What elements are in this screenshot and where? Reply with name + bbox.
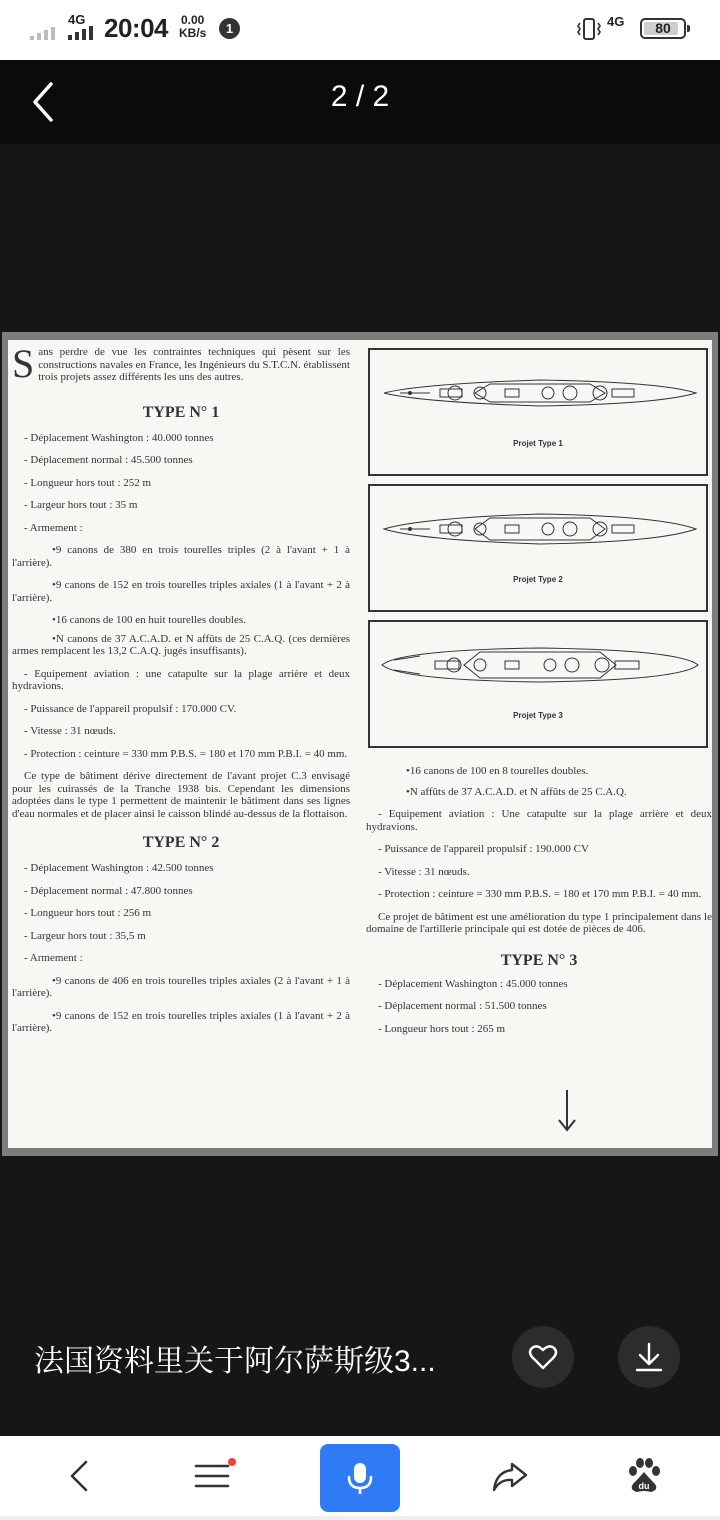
svg-text:du: du <box>638 1481 650 1491</box>
type1-protection: - Protection : ceinture = 330 mm P.B.S. = 180 et 170 mm P.B.I. = 40 mm. <box>24 747 348 760</box>
diagram-type-1 <box>368 348 708 476</box>
type1-arm-152: •9 canons de 152 en trois tourelles triples axiales (1 à l'avant + 2 à l'arrière). <box>12 579 350 604</box>
type1-arm-37: •N canons de 37 A.C.A.D. et N affûts de 25 C.A.Q. (ces dernières armes remplacent les 13,2 C.A.Q. jugés insuffisants). <box>12 632 350 657</box>
diagram-caption-2: Projet Type 2 <box>513 574 563 584</box>
ship-plan-1 <box>380 358 700 428</box>
type3-deplacement-normal: - Déplacement normal : 51.500 tonnes <box>378 1000 547 1012</box>
battery-level: 80 <box>655 20 671 36</box>
baidu-paw-icon <box>624 1456 664 1496</box>
signal-2-icon <box>68 24 93 40</box>
type2-puissance: - Puissance de l'appareil propulsif : 190.000 CV <box>378 843 589 855</box>
type3-deplacement-washington: - Déplacement Washington : 45.000 tonnes <box>378 977 568 990</box>
left-column <box>12 341 350 1035</box>
type2-vitesse: - Vitesse : 31 nœuds. <box>378 865 470 878</box>
type2-arm-152: •9 canons de 152 en trois tourelles triples axiales (1 à l'avant + 2 à l'arrière). <box>12 1009 350 1034</box>
type1-aviation: - Equipement aviation : une catapulte sur la plage arrière et deux hydravions. <box>12 667 350 692</box>
clock: 20:04 <box>104 13 168 43</box>
diagram-caption-3: Projet Type 3 <box>513 710 563 720</box>
type2-arm-100: •16 canons de 100 en 8 tourelles doubles. <box>406 765 589 777</box>
type1-vitesse: - Vitesse : 31 nœuds. <box>24 725 116 737</box>
type2-arm-37: •N affûts de 37 A.C.A.D. et N affûts de 25 C.A.Q. <box>406 785 627 798</box>
type1-deplacement-normal: - Déplacement normal : 45.500 tonnes <box>24 454 193 466</box>
type2-longueur: - Longueur hors tout : 256 m <box>24 907 152 919</box>
type1-longueur: - Longueur hors tout : 252 m <box>24 476 152 489</box>
type2-deplacement-washington: - Déplacement Washington : 42.500 tonnes <box>24 862 214 874</box>
page-counter: 2 / 2 <box>330 80 390 113</box>
type1-puissance: - Puissance de l'appareil propulsif : 170.000 CV. <box>24 702 237 715</box>
type2-heading: TYPE N° 2 <box>142 834 220 851</box>
microphone-icon <box>345 1462 375 1496</box>
nav-share-button[interactable] <box>470 1436 550 1516</box>
speed-unit: KB/s <box>179 26 207 40</box>
continue-arrow-icon <box>556 1088 578 1132</box>
type1-note: Ce type de bâtiment dérive directement de l'avant projet C.3 envisagé pour les cuirassés de la Tranche 1938 bis. Cependant les dimensions adoptées dans le type 1 permettent de maintenir le bâtiment dans ses lignes d'eau normales et de placer ainsi le caisson blindé au-dessus de la flottaison. <box>12 770 350 820</box>
type3-heading: TYPE N° 3 <box>500 951 578 969</box>
intro-paragraph <box>12 341 350 386</box>
notification-badge: 1 <box>219 18 240 39</box>
nav-menu-button[interactable] <box>172 1436 252 1516</box>
type1-armement: - Armement : <box>24 521 83 534</box>
type1-arm-380: •9 canons de 380 en trois tourelles triples (2 à l'avant + 1 à l'arrière). <box>12 544 350 569</box>
network-type-1: 4G <box>68 12 86 27</box>
diagram-caption-1: Projet Type 1 <box>513 438 563 448</box>
viewer-header <box>0 60 720 144</box>
bottom-navigation <box>0 1436 720 1520</box>
network-type-2: 4G <box>607 14 625 29</box>
type2-armement: - Armement : <box>24 952 83 964</box>
type1-arm-100: •16 canons de 100 en huit tourelles doubles. <box>52 614 246 626</box>
type2-largeur: - Largeur hors tout : 35,5 m <box>24 929 146 942</box>
battery-icon <box>640 18 686 39</box>
type2-aviation: - Equipement aviation : Une catapulte sur la plage arrière et deux hydravions. <box>366 808 712 833</box>
intro-text: ans perdre de vue les contraintes techniques qui pèsent sur les constructions navales en France, les Ingénieurs du S.T.C.N. établissent trois projets assez différents les uns des autres. <box>38 346 350 383</box>
nav-back-button[interactable] <box>40 1436 120 1516</box>
like-button[interactable] <box>512 1326 574 1388</box>
menu-notification-dot <box>228 1458 236 1466</box>
type2-deplacement-normal: - Déplacement normal : 47.800 tonnes <box>24 884 193 897</box>
speed-value: 0.00 <box>180 13 205 27</box>
ship-plan-3 <box>380 630 700 700</box>
image-caption: 法国资料里关于阿尔萨斯级3... <box>34 1345 436 1378</box>
share-icon <box>490 1456 530 1496</box>
voice-search-button[interactable] <box>320 1444 400 1512</box>
type1-largeur: - Largeur hors tout : 35 m <box>24 499 138 511</box>
menu-icon <box>192 1456 232 1496</box>
document-image[interactable] <box>2 332 718 1156</box>
type3-longueur: - Longueur hors tout : 265 m <box>378 1022 506 1035</box>
type1-deplacement-washington: - Déplacement Washington : 40.000 tonnes <box>24 431 214 444</box>
ship-plan-2 <box>380 494 700 564</box>
type2-note: Ce projet de bâtiment est une amélioration du type 1 principalement dans le domaine de l'artillerie principale qui est dotée de pièces de 406. <box>366 910 712 935</box>
type2-protection: - Protection : ceinture = 330 mm P.B.S. = 180 et 170 mm P.B.I. = 40 mm. <box>378 888 702 900</box>
download-icon <box>633 1341 665 1373</box>
nav-baidu-button[interactable] <box>604 1436 684 1516</box>
document-page <box>8 340 712 1148</box>
vibrate-icon <box>575 16 603 42</box>
network-speed <box>179 14 206 40</box>
signal-1-icon <box>30 18 55 40</box>
type1-heading: TYPE N° 1 <box>142 403 220 421</box>
status-bar <box>0 0 720 60</box>
diagram-type-2 <box>368 484 708 612</box>
type2-arm-406: •9 canons de 406 en trois tourelles triples axiales (2 à l'avant + 1 à l'arrière). <box>12 974 350 999</box>
download-button[interactable] <box>618 1326 680 1388</box>
drop-cap: S <box>12 341 35 386</box>
right-column <box>366 765 712 1035</box>
gesture-bar <box>0 1516 720 1520</box>
back-icon <box>60 1456 100 1496</box>
heart-icon <box>527 1341 559 1373</box>
diagram-type-3 <box>368 620 708 748</box>
